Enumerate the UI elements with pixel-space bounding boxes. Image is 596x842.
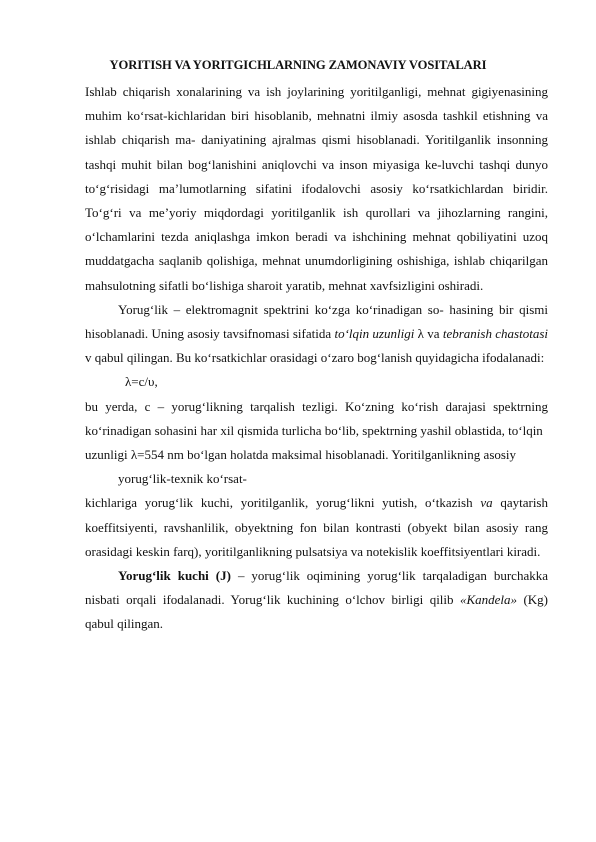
paragraph-explanation: bu yerda, c – yorug‘likning tarqalish tezligi. Ko‘zning ko‘rish darajasi spektrning ko‘rinadigan sohasini har xil qismida turlicha bo‘lib, spektrning yashil oblastida, to‘lqin	[85, 398, 548, 438]
paragraph-wavelength-max: uzunligi λ=554 nm bo‘lgan holatda maksimal hisoblanadi. Yoritilganlikning asosiy	[85, 447, 517, 463]
text-run: v qabul qilingan. Bu ko‘rsatkichlar orasidagi o‘zaro bog‘lanish quyidagicha ifodalanadi:	[85, 350, 545, 366]
term-wavelength: to‘lqin uzunligi	[334, 326, 415, 342]
text-run: qaytarish koeffitsiyenti, ravshanlilik, obyektning fon bilan kontrasti (obyekt bilan asosiy rang orasidagi keskin farq), yoritilganlikning pulsatsiya va notekislik koeffitsiyentlari kiradi.	[85, 495, 548, 559]
term-kandela: «Kandela»	[459, 592, 518, 608]
document-body	[85, 80, 548, 637]
paragraph-light-definition	[85, 298, 548, 371]
term-frequency: tebranish chastotasi	[442, 326, 548, 342]
text-run: – yorug‘lik oqimining yorug‘lik tarqaladigan burchakka nisbati orqali ifodalanadi. Yorug‘lik kuchining o‘lchov birligi qilib	[85, 568, 548, 608]
text-run: λ va	[414, 326, 443, 342]
paragraph-luminous-intensity	[85, 564, 548, 637]
formula-wavelength: λ=c/υ,	[125, 374, 158, 390]
paragraph-indicators-start: yorug‘lik-texnik ko‘rsat-	[118, 471, 247, 487]
paragraph-intro: Ishlab chiqarish xonalarining va ish joylarining yoritilganligi, mehnat gigiyenasining muhim ko‘rsat-kichlaridan biri hisoblanib, mehnatni ilmiy asosda tashkil etishning va ishlab chiqarish ma- daniyatining ajralmas qismi hisoblanadi. Yoritilganlik insonning tashqi muhit bilan bog‘lanishini aniqlovchi va inson miyasiga ke-luvchi tashqi dunyo to‘g‘risidagi ma’lumotlarning sifatini ifodalovchi asosiy ko‘rsatkichlardan biridir. To‘g‘ri va me’yoriy miqdordagi yoritilganlik ish qurollari va jihozlarning rangini, o‘lchamlarini tezda aniqlashga imkon beradi va ishchining mehnat qobiliyatini uzoq muddatgacha saqlanib qolishiga, mehnat unumdorligining oshishiga, ishlab chiqarilgan mahsulotning sifatli bo‘lishiga sharoit yaratib, mehnat xavfsizligini oshiradi.	[85, 84, 548, 293]
text-run: (Kg) qabul qilingan.	[85, 592, 549, 632]
term-va: va	[480, 495, 493, 511]
term-luminous-intensity: Yorug‘lik kuchi (J)	[118, 568, 231, 584]
paragraph-indicators	[85, 491, 548, 564]
text-run: kichlariga yorug‘lik kuchi, yoritilganlik, yorug‘likni yutish, o‘tkazish	[85, 495, 481, 511]
document-title: YORITISH VA YORITGICHLARNING ZAMONAVIY VOSITALARI	[109, 58, 487, 72]
text-run: Yorug‘lik – elektromagnit spektrini ko‘zga ko‘rinadigan so- hasining bir qismi hisoblanadi. Uning asosiy tavsifnomasi sifatida	[85, 301, 548, 342]
